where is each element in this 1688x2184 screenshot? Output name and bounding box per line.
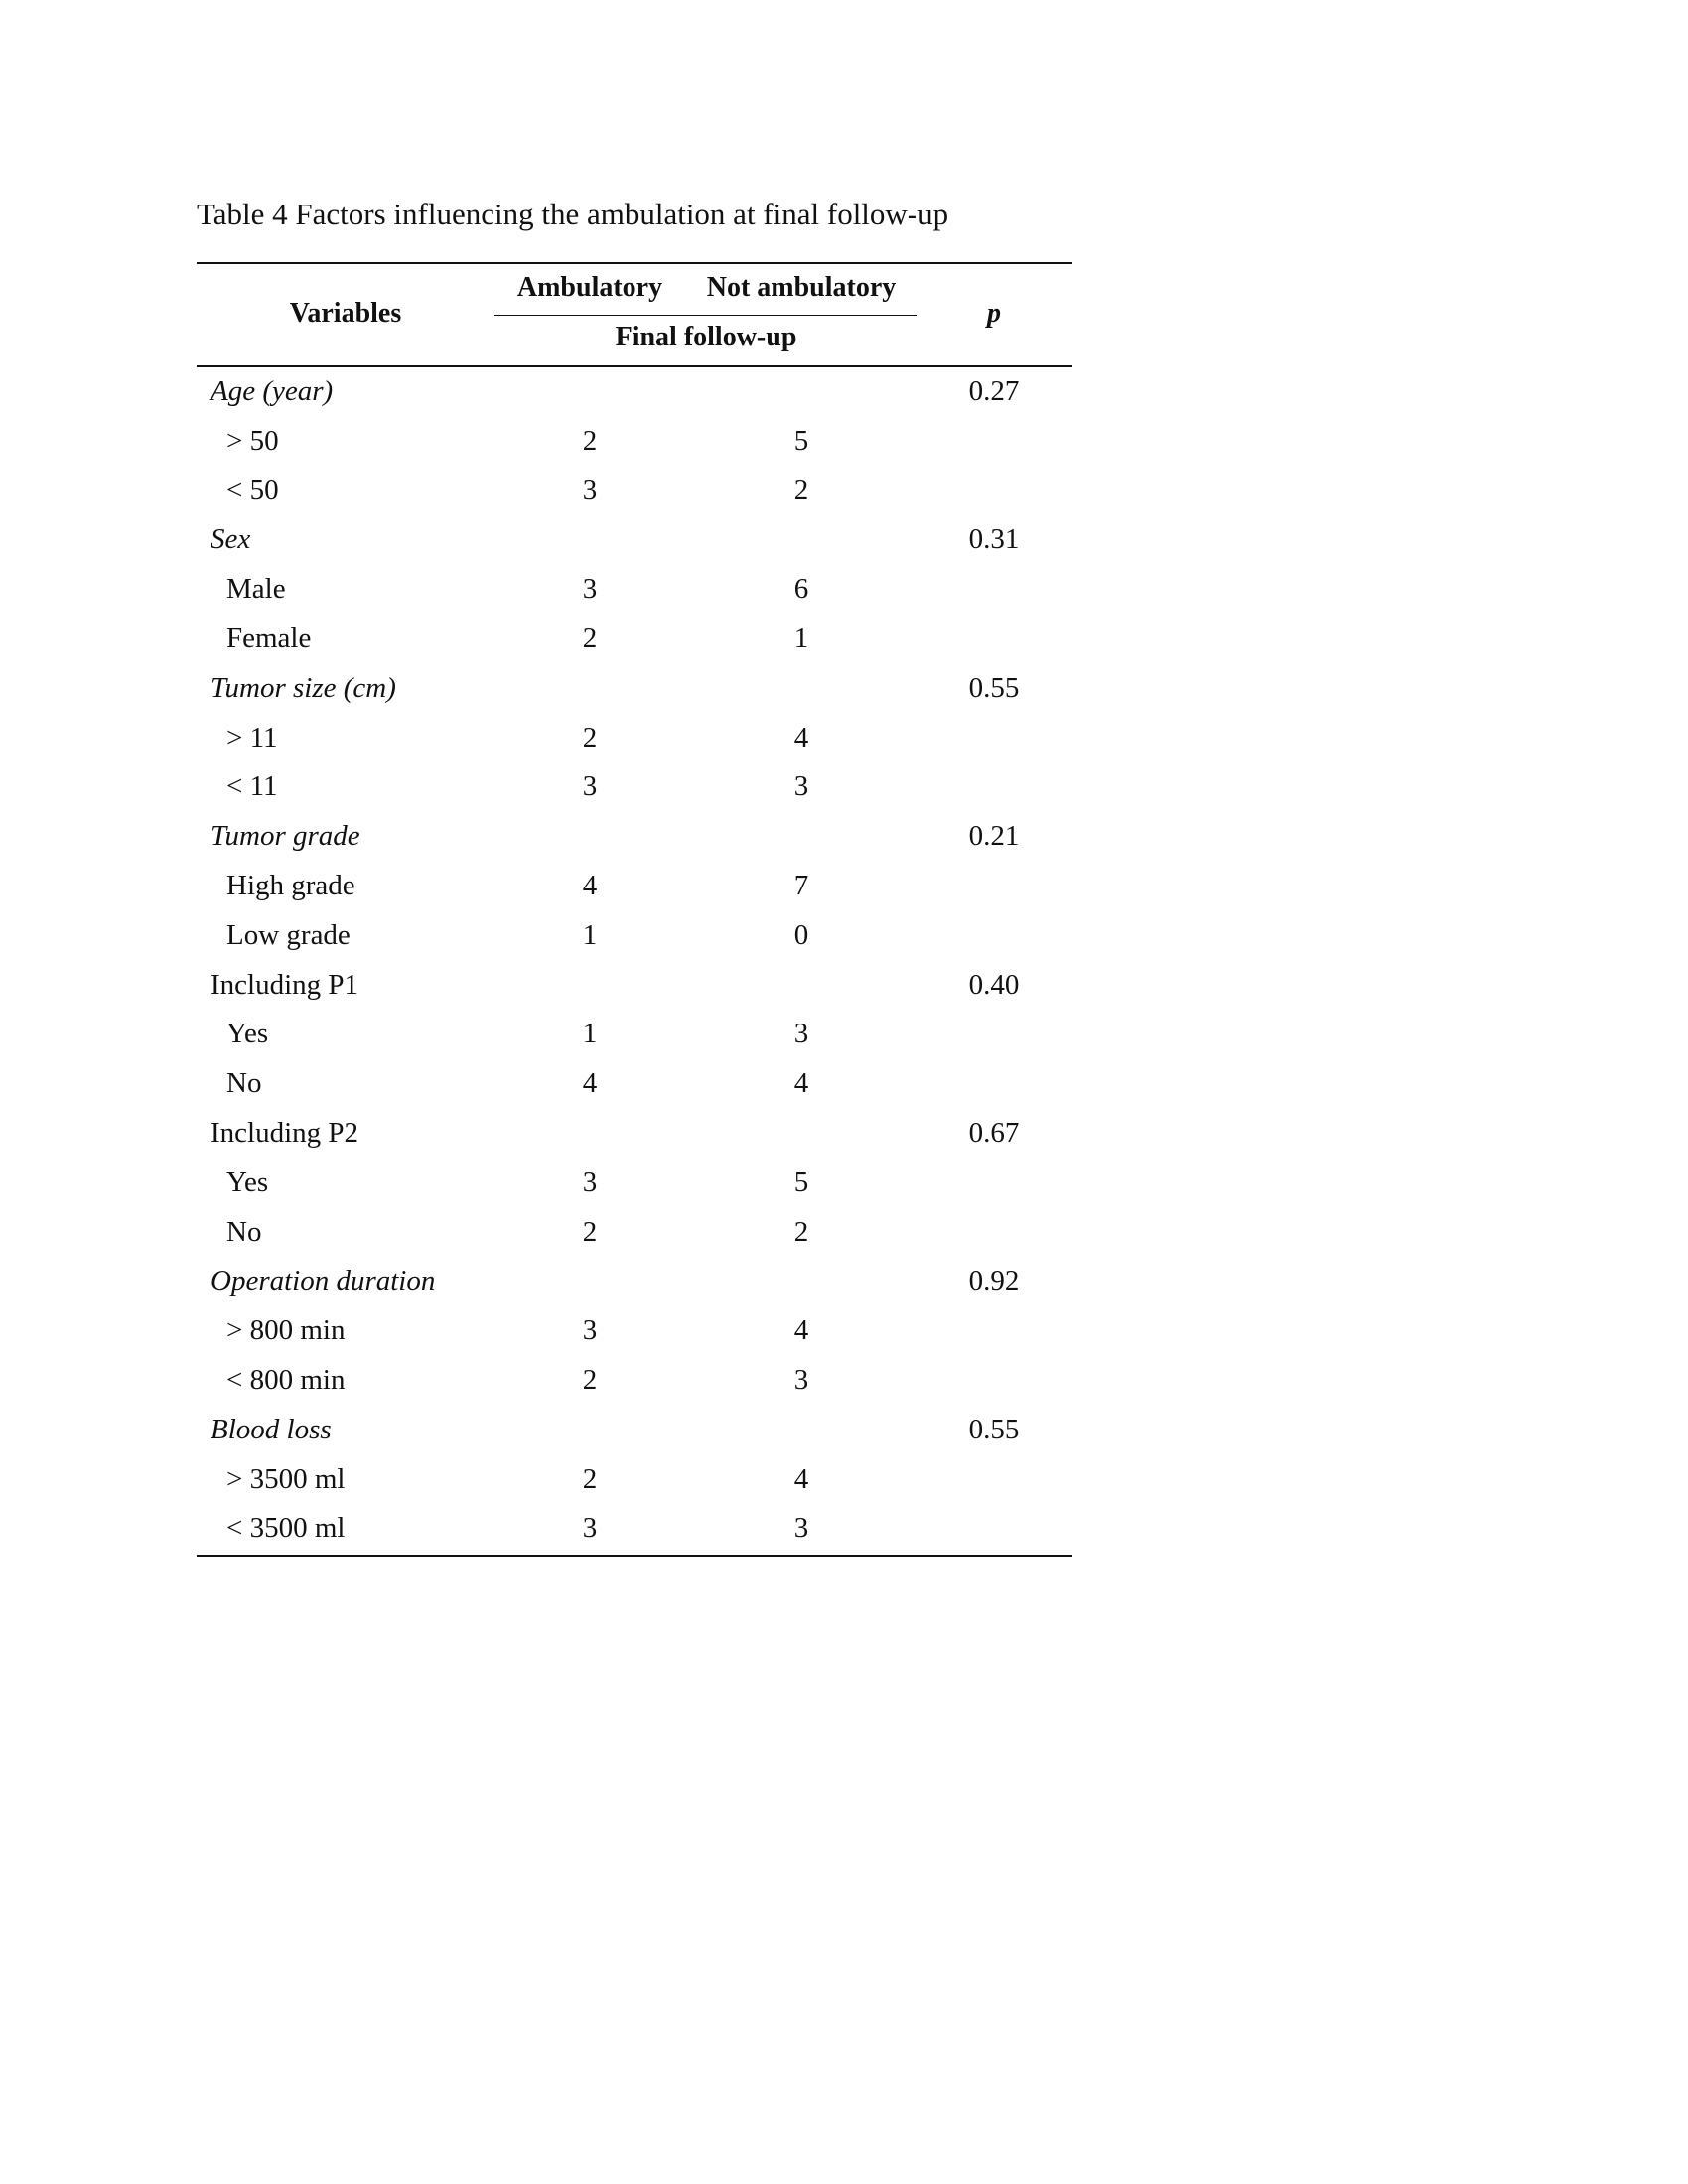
not-ambulatory-count: 5 [793,1165,809,1198]
table-row-group [197,367,1072,417]
table-row [197,565,1072,614]
table-row [197,1159,1072,1208]
row-label: Low grade [226,918,351,951]
group-label: Tumor size (cm) [211,671,396,704]
table-row [197,614,1072,664]
ambulatory-count: 1 [582,1018,598,1050]
header-variables: Variables [289,298,402,329]
group-label: Tumor grade [211,820,360,853]
ambulatory-count: 4 [582,1067,598,1100]
row-label: > 50 [226,424,279,457]
not-ambulatory-count: 4 [793,1314,809,1347]
row-label: Male [226,573,286,606]
table-row [197,1208,1072,1258]
group-label: Blood loss [211,1413,332,1445]
p-value: 0.31 [968,523,1020,556]
header-ambulatory: Ambulatory [516,272,663,303]
ambulatory-count: 2 [582,721,598,753]
not-ambulatory-count: 0 [793,918,809,951]
table-row-group [197,664,1072,714]
p-value: 0.40 [968,968,1020,1001]
not-ambulatory-count: 3 [793,1512,809,1545]
group-label: Including P2 [211,1116,359,1149]
table-top-rule [197,262,1072,264]
row-label: < 50 [226,474,279,506]
row-label: > 11 [226,721,278,753]
p-value: 0.67 [968,1116,1020,1149]
table-row [197,1059,1072,1109]
table-row [197,862,1072,911]
ambulatory-count: 4 [582,869,598,901]
not-ambulatory-count: 3 [793,1018,809,1050]
p-value: 0.27 [968,375,1020,407]
table-body [197,367,1072,1554]
header-final-follow-up: Final follow-up [615,322,797,352]
table-row [197,762,1072,812]
row-label: < 3500 ml [226,1512,346,1545]
row-label: > 800 min [226,1314,346,1347]
not-ambulatory-count: 6 [793,573,809,606]
not-ambulatory-count: 2 [793,474,809,506]
ambulatory-count: 3 [582,770,598,803]
row-label: Female [226,621,312,654]
table-caption: Table 4 Factors influencing the ambulation at final follow-up [197,197,949,231]
row-label: Yes [226,1165,269,1198]
not-ambulatory-count: 4 [793,721,809,753]
ambulatory-count: 2 [582,424,598,457]
table-row-group [197,1257,1072,1306]
table-row [197,714,1072,763]
not-ambulatory-count: 5 [793,424,809,457]
table-bottom-rule [197,1555,1072,1557]
table-row-group [197,1406,1072,1455]
table-row-group [197,961,1072,1011]
table-row [197,911,1072,961]
table-row [197,467,1072,516]
table-row [197,1010,1072,1059]
row-label: High grade [226,869,355,901]
p-value: 0.55 [968,671,1020,704]
header-sub-rule [494,315,917,316]
row-label: Yes [226,1018,269,1050]
ambulatory-count: 2 [582,1363,598,1396]
table-row [197,417,1072,467]
not-ambulatory-count: 2 [793,1215,809,1248]
group-label: Operation duration [211,1265,436,1297]
table-row [197,1306,1072,1356]
ambulatory-count: 2 [582,1215,598,1248]
ambulatory-count: 2 [582,1462,598,1495]
group-label: Age (year) [211,375,334,407]
not-ambulatory-count: 7 [793,869,809,901]
ambulatory-count: 3 [582,1314,598,1347]
table-row [197,1455,1072,1505]
row-label: < 800 min [226,1363,346,1396]
table-row-group [197,515,1072,565]
p-value: 0.21 [968,820,1020,853]
not-ambulatory-count: 3 [793,1363,809,1396]
p-value: 0.55 [968,1413,1020,1445]
not-ambulatory-count: 4 [793,1462,809,1495]
table-row-group [197,1109,1072,1159]
not-ambulatory-count: 3 [793,770,809,803]
not-ambulatory-count: 1 [793,621,809,654]
ambulatory-count: 1 [582,918,598,951]
table-row-group [197,812,1072,862]
ambulatory-count: 3 [582,474,598,506]
table-row [197,1504,1072,1554]
ambulatory-count: 2 [582,621,598,654]
ambulatory-count: 3 [582,1512,598,1545]
table-row [197,1356,1072,1406]
group-label: Including P1 [211,968,359,1001]
ambulatory-count: 3 [582,1165,598,1198]
header-not-ambulatory: Not ambulatory [706,272,897,303]
ambulatory-count: 3 [582,573,598,606]
not-ambulatory-count: 4 [793,1067,809,1100]
header-p: p [987,298,1001,329]
group-label: Sex [211,523,251,556]
row-label: No [226,1215,262,1248]
row-label: No [226,1067,262,1100]
p-value: 0.92 [968,1265,1020,1297]
row-label: > 3500 ml [226,1462,346,1495]
row-label: < 11 [226,770,278,803]
